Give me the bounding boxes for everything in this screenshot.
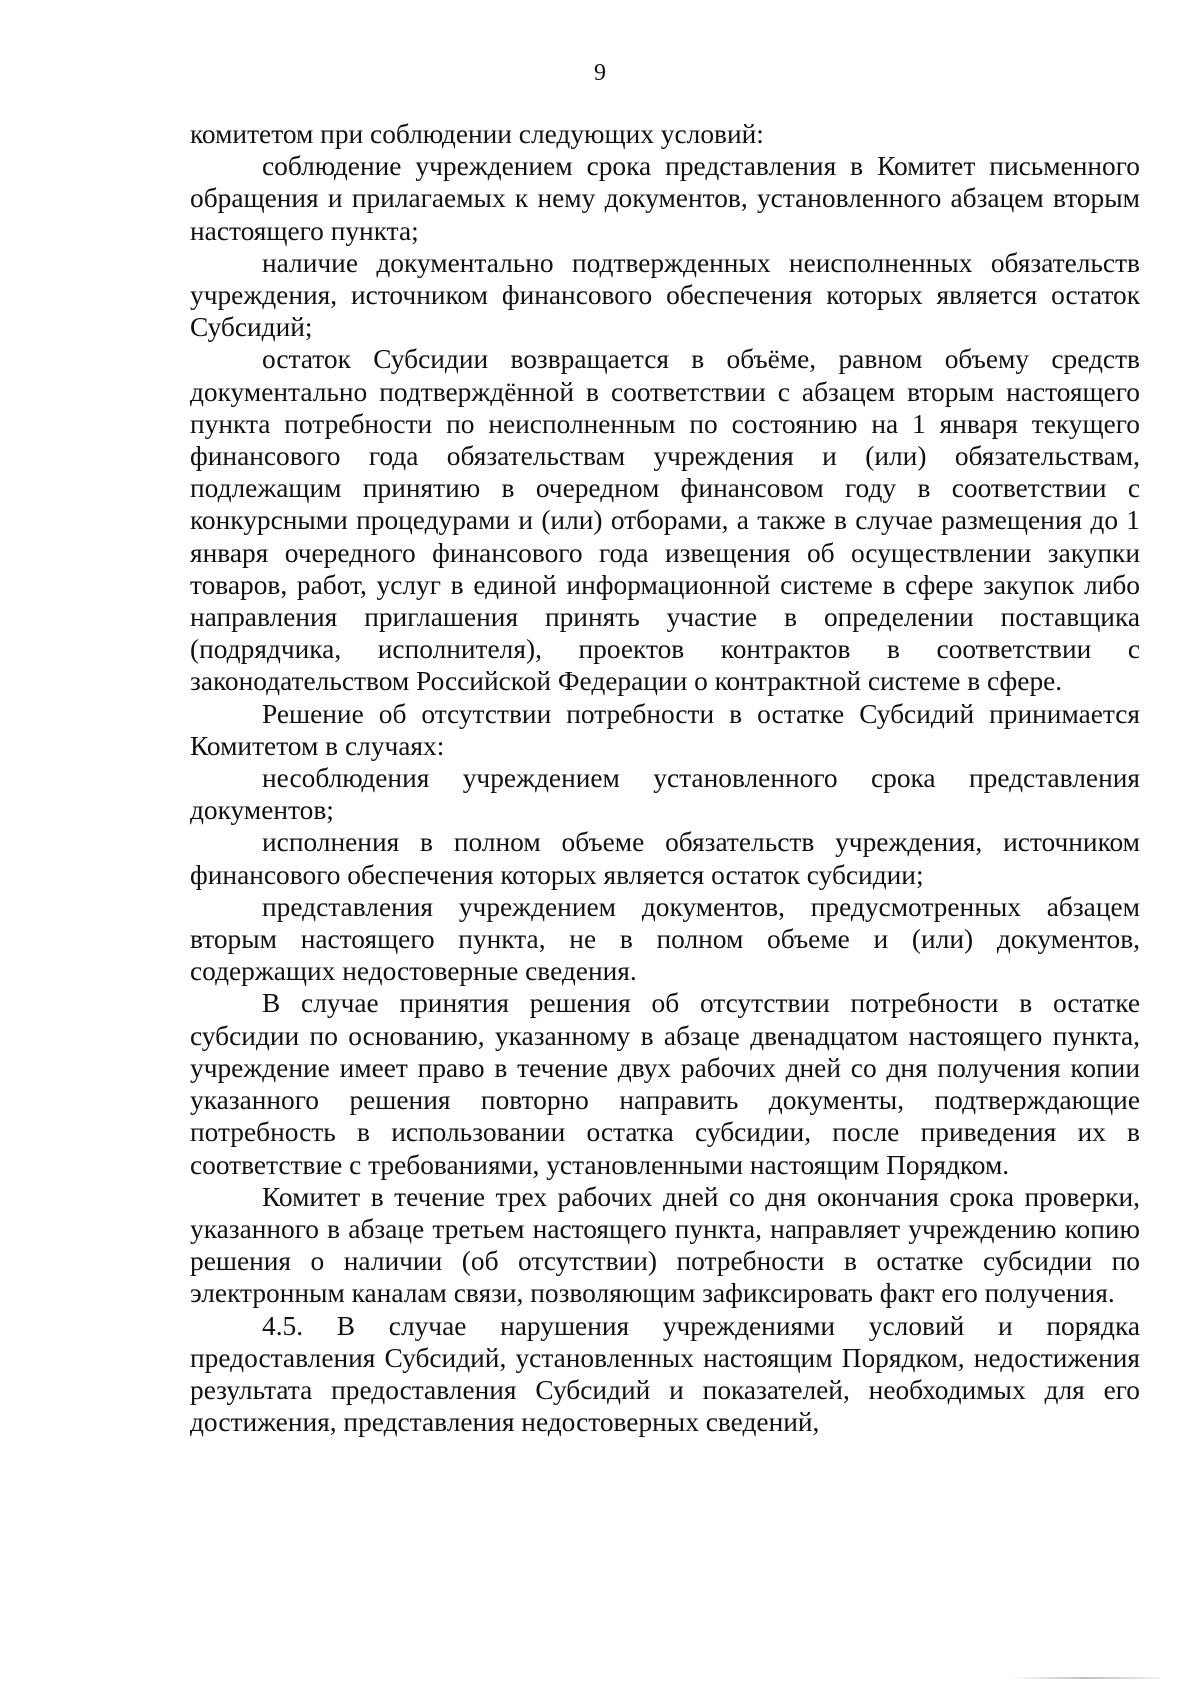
- paragraph-clause-4-5: 4.5. В случае нарушения учреждениями условий и порядка предоставления Субсидий, установленных настоящим Порядком, недостижения результата предоставления Субсидий и показателей, необходимых для его достижения, представления недостоверных сведений,: [190, 1310, 1140, 1438]
- paragraph-resubmission-right: В случае принятия решения об отсутствии потребности в остатке субсидии по основанию, указанному в абзаце двенадцатом настоящего пункта, учреждение имеет право в течение двух рабочих дней со дня получения копии указанного решения повторно направить документы, подтверждающие потребность в использовании остатка субсидии, после приведения их в соответствие с требованиями, установленными настоящим Порядком.: [190, 988, 1140, 1180]
- paragraph-condition-obligations: наличие документально подтвержденных неисполненных обязательств учреждения, источником финансового обеспечения которых является остаток Субсидий;: [190, 247, 1140, 343]
- document-body: [190, 118, 1140, 1438]
- paragraph-case-missed-deadline: несоблюдения учреждением установленного срока представления документов;: [190, 763, 1140, 826]
- scan-artifact: [1010, 1677, 1160, 1679]
- paragraph-case-incomplete-documents: представления учреждением документов, предусмотренных абзацем вторым настоящего пункта, не в полном объеме и (или) документов, содержащих недостоверные сведения.: [190, 891, 1140, 987]
- paragraph-continuation: комитетом при соблюдении следующих условий:: [190, 119, 764, 149]
- paragraph-committee-notification: Комитет в течение трех рабочих дней со дня окончания срока проверки, указанного в абзаце третьем настоящего пункта, направляет учреждению копию решения о наличии (об отсутствии) потребности в остатке субсидии по электронным каналам связи, позволяющим зафиксировать факт его получения.: [190, 1181, 1140, 1309]
- paragraph-condition-deadline: соблюдение учреждением срока представления в Комитет письменного обращения и прилагаемых к нему документов, установленного абзацем вторым настоящего пункта;: [190, 151, 1140, 246]
- paragraph-no-need-decision: Решение об отсутствии потребности в остатке Субсидий принимается Комитетом в случаях:: [190, 698, 1140, 761]
- page-number: 9: [594, 60, 606, 86]
- paragraph-subsidy-return-volume: остаток Субсидии возвращается в объёме, равном объему средств документально подтверждённой в соответствии с абзацем вторым настоящего пункта потребности по неисполненным по состоянию на 1 января текущего финансового года обязательствам учреждения и (или) обязательствам, подлежащим принятию в очередном финансовом году в соответствии с конкурсными процедурами и (или) отборами, а также в случае размещения до 1 января очередного финансового года извещения об осуществлении закупки товаров, работ, услуг в единой информационной системе в сфере закупок либо направления приглашения принять участие в определении поставщика (подрядчика, исполнителя), проектов контрактов в соответствии с законодательством Российской Федерации о контрактной системе в сфере.: [190, 344, 1140, 697]
- paragraph-case-fulfilled-obligations: исполнения в полном объеме обязательств учреждения, источником финансового обеспечения которых является остаток субсидии;: [190, 827, 1140, 890]
